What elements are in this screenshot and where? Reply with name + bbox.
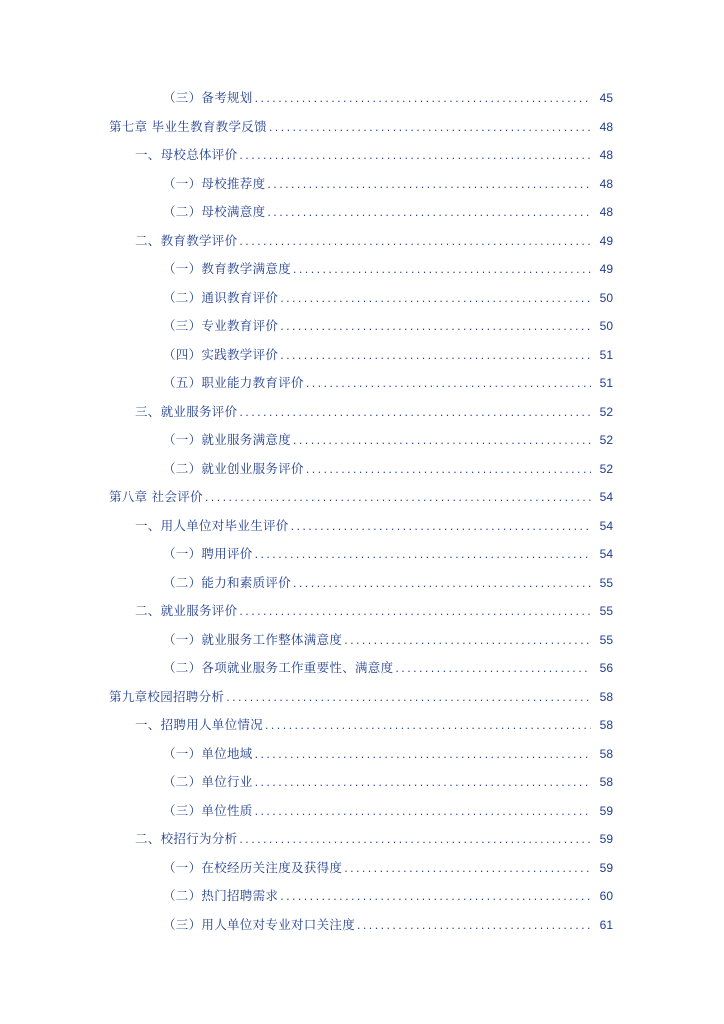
toc-leader-dots [253,802,591,822]
toc-entry-page: 55 [599,632,613,647]
toc-entry-page: 52 [599,433,613,447]
toc-entry[interactable] [109,687,613,707]
toc-leader-dots [304,460,591,480]
toc-entry[interactable] [163,858,613,878]
toc-entry[interactable] [163,573,613,593]
toc-entry[interactable] [135,231,613,251]
toc-entry-title: （一）单位地域 [163,745,253,761]
toc-leader-dots [355,916,591,936]
toc-entry-page: 50 [599,319,613,333]
toc-entry-page: 59 [599,803,613,818]
toc-entry[interactable] [163,259,613,279]
toc-leader-dots [265,175,591,195]
toc-leader-dots [291,260,591,280]
toc-entry-title: （三）用人单位对专业对口关注度 [163,916,356,932]
toc-leader-dots [289,517,591,537]
toc-leader-dots [253,745,591,765]
toc-entry-title: 二、教育教学评价 [135,232,238,248]
toc-entry[interactable] [163,202,613,222]
toc-entry-page: 48 [599,148,613,162]
toc-entry-page: 58 [599,775,613,789]
toc-entry-page: 51 [599,347,613,362]
toc-entry-page: 59 [599,860,613,875]
toc-leader-dots [237,602,591,622]
toc-entry-title: （一）就业服务满意度 [163,432,292,447]
toc-leader-dots [237,146,591,166]
toc-entry[interactable] [163,373,613,393]
toc-entry-title: （一）聘用评价 [163,546,253,561]
toc-entry-title: （四）实践教学评价 [163,346,279,362]
toc-leader-dots [278,346,591,366]
toc-leader-dots [267,118,591,138]
toc-entry[interactable] [163,174,613,194]
toc-entry[interactable] [163,88,613,108]
toc-entry[interactable] [163,915,613,935]
toc-entry-page: 49 [599,233,613,248]
toc-entry-page: 54 [599,490,613,504]
toc-entry[interactable] [163,886,613,906]
toc-entry-title: （二）就业创业服务评价 [163,460,304,476]
toc-leader-dots [265,203,591,223]
toc-entry-title: （一）在校经历关注度及获得度 [163,859,343,875]
toc-leader-dots [304,374,591,394]
toc-leader-dots [253,545,591,565]
toc-entry-title: 一、用人单位对毕业生评价 [135,517,289,533]
toc-entry-title: （三）备考规划 [163,90,253,105]
toc-entry-page: 48 [599,205,613,219]
toc-entry[interactable] [163,430,613,450]
toc-entry-page: 49 [599,262,613,276]
toc-entry[interactable] [163,459,613,479]
toc-entry[interactable] [163,288,613,308]
toc-entry-page: 48 [599,119,613,134]
toc-leader-dots [224,688,591,708]
toc-leader-dots [253,89,591,109]
toc-entry-page: 55 [599,604,613,618]
toc-leader-dots [253,773,591,793]
toc-entry-title: （一）母校推荐度 [163,175,266,191]
toc-entry-title: 二、校招行为分析 [135,831,238,846]
toc-entry-page: 56 [599,661,613,675]
toc-entry-page: 54 [599,518,613,533]
toc-leader-dots [203,488,591,508]
toc-leader-dots [278,887,591,907]
toc-entry[interactable] [163,801,613,821]
toc-entry[interactable] [109,487,613,507]
toc-entry-page: 55 [599,575,613,590]
toc-entry-title: 一、招聘用人单位情况 [135,717,264,732]
toc-entry-title: （二）各项就业服务工作重要性、满意度 [163,660,394,675]
toc-entry-title: （二）能力和素质评价 [163,574,292,590]
toc-entry-page: 59 [599,832,613,846]
toc-entry-page: 54 [599,547,613,561]
toc-entry-title: 三、就业服务评价 [135,403,238,419]
toc-entry[interactable] [163,345,613,365]
toc-entry[interactable] [163,316,613,336]
toc-leader-dots [291,574,591,594]
toc-leader-dots [237,403,591,423]
toc-entry-page: 50 [599,290,613,305]
toc-entry[interactable] [135,402,613,422]
toc-entry[interactable] [135,715,613,735]
toc-entry-page: 61 [599,917,613,932]
toc-entry-title: （一）教育教学满意度 [163,261,292,276]
toc-leader-dots [393,659,591,679]
toc-entry-title: 一、母校总体评价 [135,147,238,162]
toc-leader-dots [263,716,591,736]
toc-entry-title: （三）单位性质 [163,802,253,818]
toc-entry-page: 51 [599,376,613,390]
toc-entry-title: （三）专业教育评价 [163,318,279,333]
toc-entry-title: 第八章 社会评价 [109,489,203,504]
toc-entry[interactable] [163,744,613,764]
toc-entry-page: 60 [599,889,613,903]
toc-leader-dots [237,232,591,252]
toc-entry-title: （二）热门招聘需求 [163,888,279,903]
toc-entry[interactable] [135,516,613,536]
toc-entry-title: （二）母校满意度 [163,204,266,219]
toc-entry-title: （一）就业服务工作整体满意度 [163,631,343,647]
toc-leader-dots [278,317,591,337]
toc-entry-page: 52 [599,404,613,419]
toc-entry-page: 58 [599,746,613,761]
toc-entry-title: 第九章校园招聘分析 [109,688,225,704]
toc-entry-title: 二、就业服务评价 [135,603,238,618]
toc-entry[interactable] [135,601,613,621]
toc-leader-dots [237,830,591,850]
toc-entry[interactable] [163,630,613,650]
toc-entry[interactable] [163,772,613,792]
toc-entry[interactable] [135,145,613,165]
toc-leader-dots [342,631,591,651]
toc-entry[interactable] [109,117,613,137]
toc-entry-page: 45 [599,91,613,105]
toc-entry-page: 58 [599,718,613,732]
toc-entry-title: （二）通识教育评价 [163,289,279,305]
toc-entry[interactable] [163,658,613,678]
toc-entry-title: 第七章 毕业生教育教学反馈 [109,118,267,134]
toc-entry-title: （二）单位行业 [163,774,253,789]
toc-entry-title: （五）职业能力教育评价 [163,375,304,390]
toc-entry-page: 52 [599,461,613,476]
toc-entry-page: 58 [599,689,613,704]
toc-entry[interactable] [163,544,613,564]
toc-entry-page: 48 [599,176,613,191]
toc-leader-dots [291,431,591,451]
toc-leader-dots [342,859,591,879]
toc-leader-dots [278,289,591,309]
toc-entry[interactable] [135,829,613,849]
